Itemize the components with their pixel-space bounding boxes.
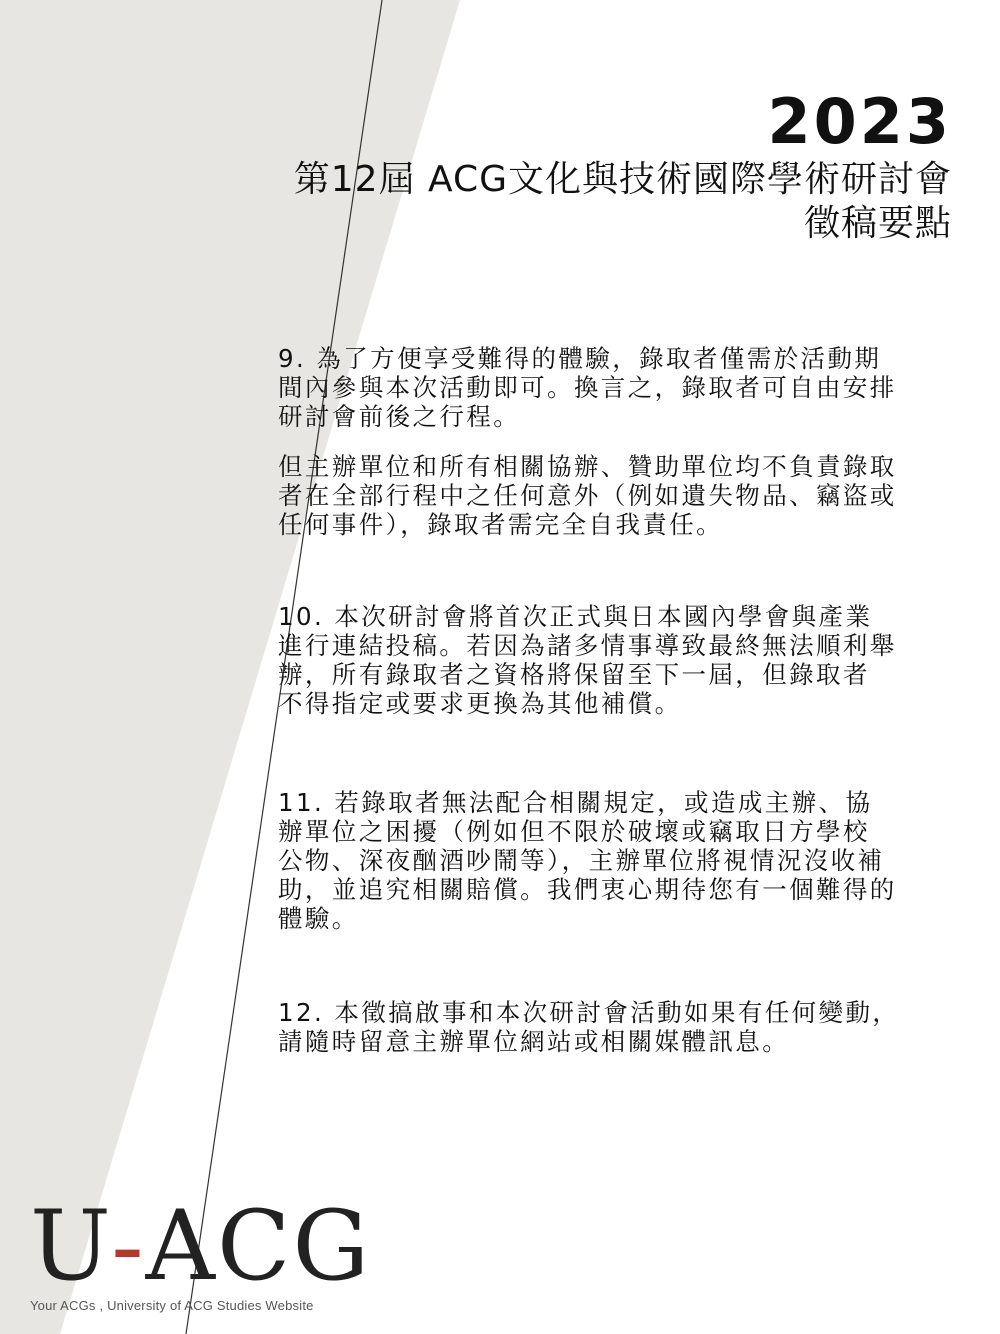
item-11-text: 11. 若錄取者無法配合相關規定，或造成主辦、協 辦單位之困擾（例如但不限於破壞或竊取日方學校 公物、深夜酗酒吵鬧等），主辦單位將視情況沒收補 助，並追究相關賠償。我們衷心期待您有一個難得的 體驗。: [278, 788, 897, 933]
item-9-text: 9. 為了方便享受難得的體驗，錄取者僅需於活動期 間內參與本次活動即可。換言之，錄取者可自由安排 研討會前後之行程。: [278, 344, 897, 431]
u-acg-logo: [30, 1190, 372, 1313]
item-9-disclaimer-text: 但主辦單位和所有相關協辦、贊助單位均不負責錄取 者在全部行程中之任何意外（例如遺失物品、竊盜或 任何事件），錄取者需完全自我責任。: [278, 452, 897, 539]
conference-subtitle: 徵稿要點: [803, 203, 952, 244]
item-12-text: 12. 本徵搞啟事和本次研討會活動如果有任何變動， 請隨時留意主辦單位網站或相關媒體訊息。: [278, 998, 900, 1056]
logo-mark-u: U: [30, 1190, 112, 1302]
item-9-disclaimer: [278, 452, 968, 539]
item-10-text: 10. 本次研討會將首次正式與日本國內學會與產業 進行連結投稿。若因為諸多情事導致最終無法順利舉 辦，所有錄取者之資格將保留至下一屆，但錄取者 不得指定或要求更換為其他補償。: [278, 602, 897, 718]
item-12: [278, 998, 968, 1056]
logo-mark: [30, 1190, 372, 1302]
item-11: [278, 788, 968, 933]
item-10: [278, 602, 968, 718]
year-heading: 2023: [767, 85, 952, 158]
logo-mark-dash: -: [111, 1190, 146, 1302]
item-9: [278, 344, 968, 431]
conference-title: 第12屆 ACG文化與技術國際學術研討會: [293, 159, 952, 200]
logo-mark-acg: ACG: [145, 1190, 372, 1302]
header: [294, 86, 952, 246]
logo-tagline: Your ACGs , University of ACG Studies Website: [30, 1298, 314, 1313]
